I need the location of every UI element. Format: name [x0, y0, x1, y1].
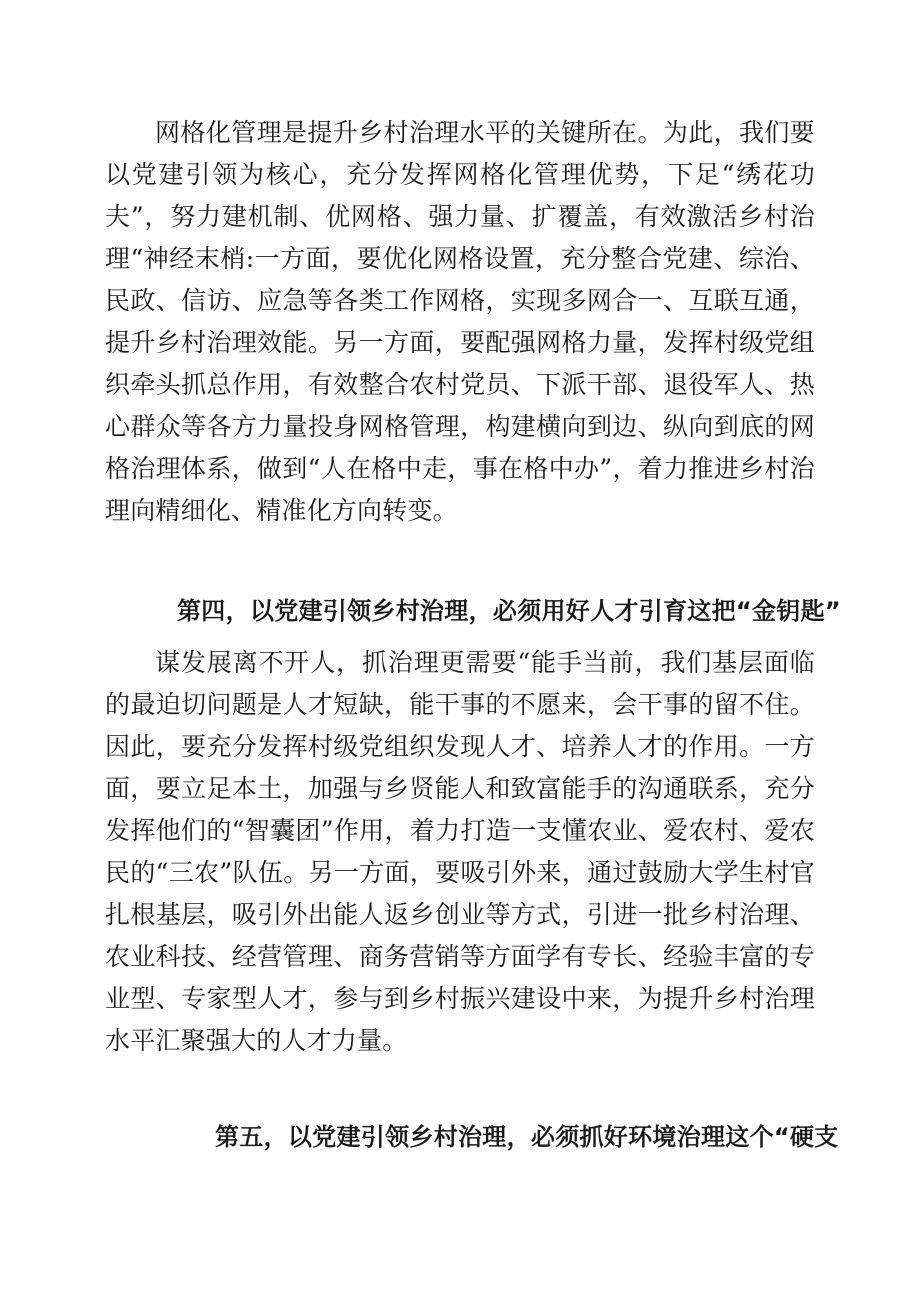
paragraph-grid-management: 网格化管理是提升乡村治理水平的关键所在。为此，我们要以党建引领为核心，充分发挥网格化管理优势，下足“绣花功夫”，努力建机制、优网格、强力量、扩覆盖，有效激活乡村治理“神经末梢:一方面，要优化网格设置，充分整合党建、综治、民政、信访、应急等各类工作网格，实现多网合一、互联互通，提升乡村治理效能。另一方面，要配强网格力量，发挥村级党组织牵头抓总作用，有效整合农村党员、下派干部、退役军人、热心群众等各方力量投身网格管理，构建横向到边、纵向到底的网格治理体系，做到“人在格中走，事在格中办”，着力推进乡村治理向精细化、精准化方向转变。	[105, 118, 815, 525]
section-heading-fourth: 第四，以党建引领乡村治理，必须用好人才引育这把“金钥匙”	[177, 597, 841, 625]
paragraph-talent: 谋发展离不开人，抓治理更需要“能手当前，我们基层面临的最迫切问题是人才短缺，能干事的不愿来，会干事的留不住。因此，要充分发挥村级党组织发现人才、培养人才的作用。一方面，要立足本土，加强与乡贤能人和致富能手的沟通联系，充分发挥他们的“智囊团”作用，着力打造一支懂农业、爱农村、爱农民的“三农”队伍。另一方面，要吸引外来，通过鼓励大学生村官扎根基层，吸引外出能人返乡创业等方式，引进一批乡村治理、农业科技、经营管理、商务营销等方面学有专长、经验丰富的专业型、专家型人才，参与到乡村振兴建设中来，为提升乡村治理水平汇聚强大的人才力量。	[105, 648, 815, 1055]
section-heading-fifth: 第五，以党建引领乡村治理，必须抓好环境治理这个“硬支	[215, 1123, 839, 1151]
